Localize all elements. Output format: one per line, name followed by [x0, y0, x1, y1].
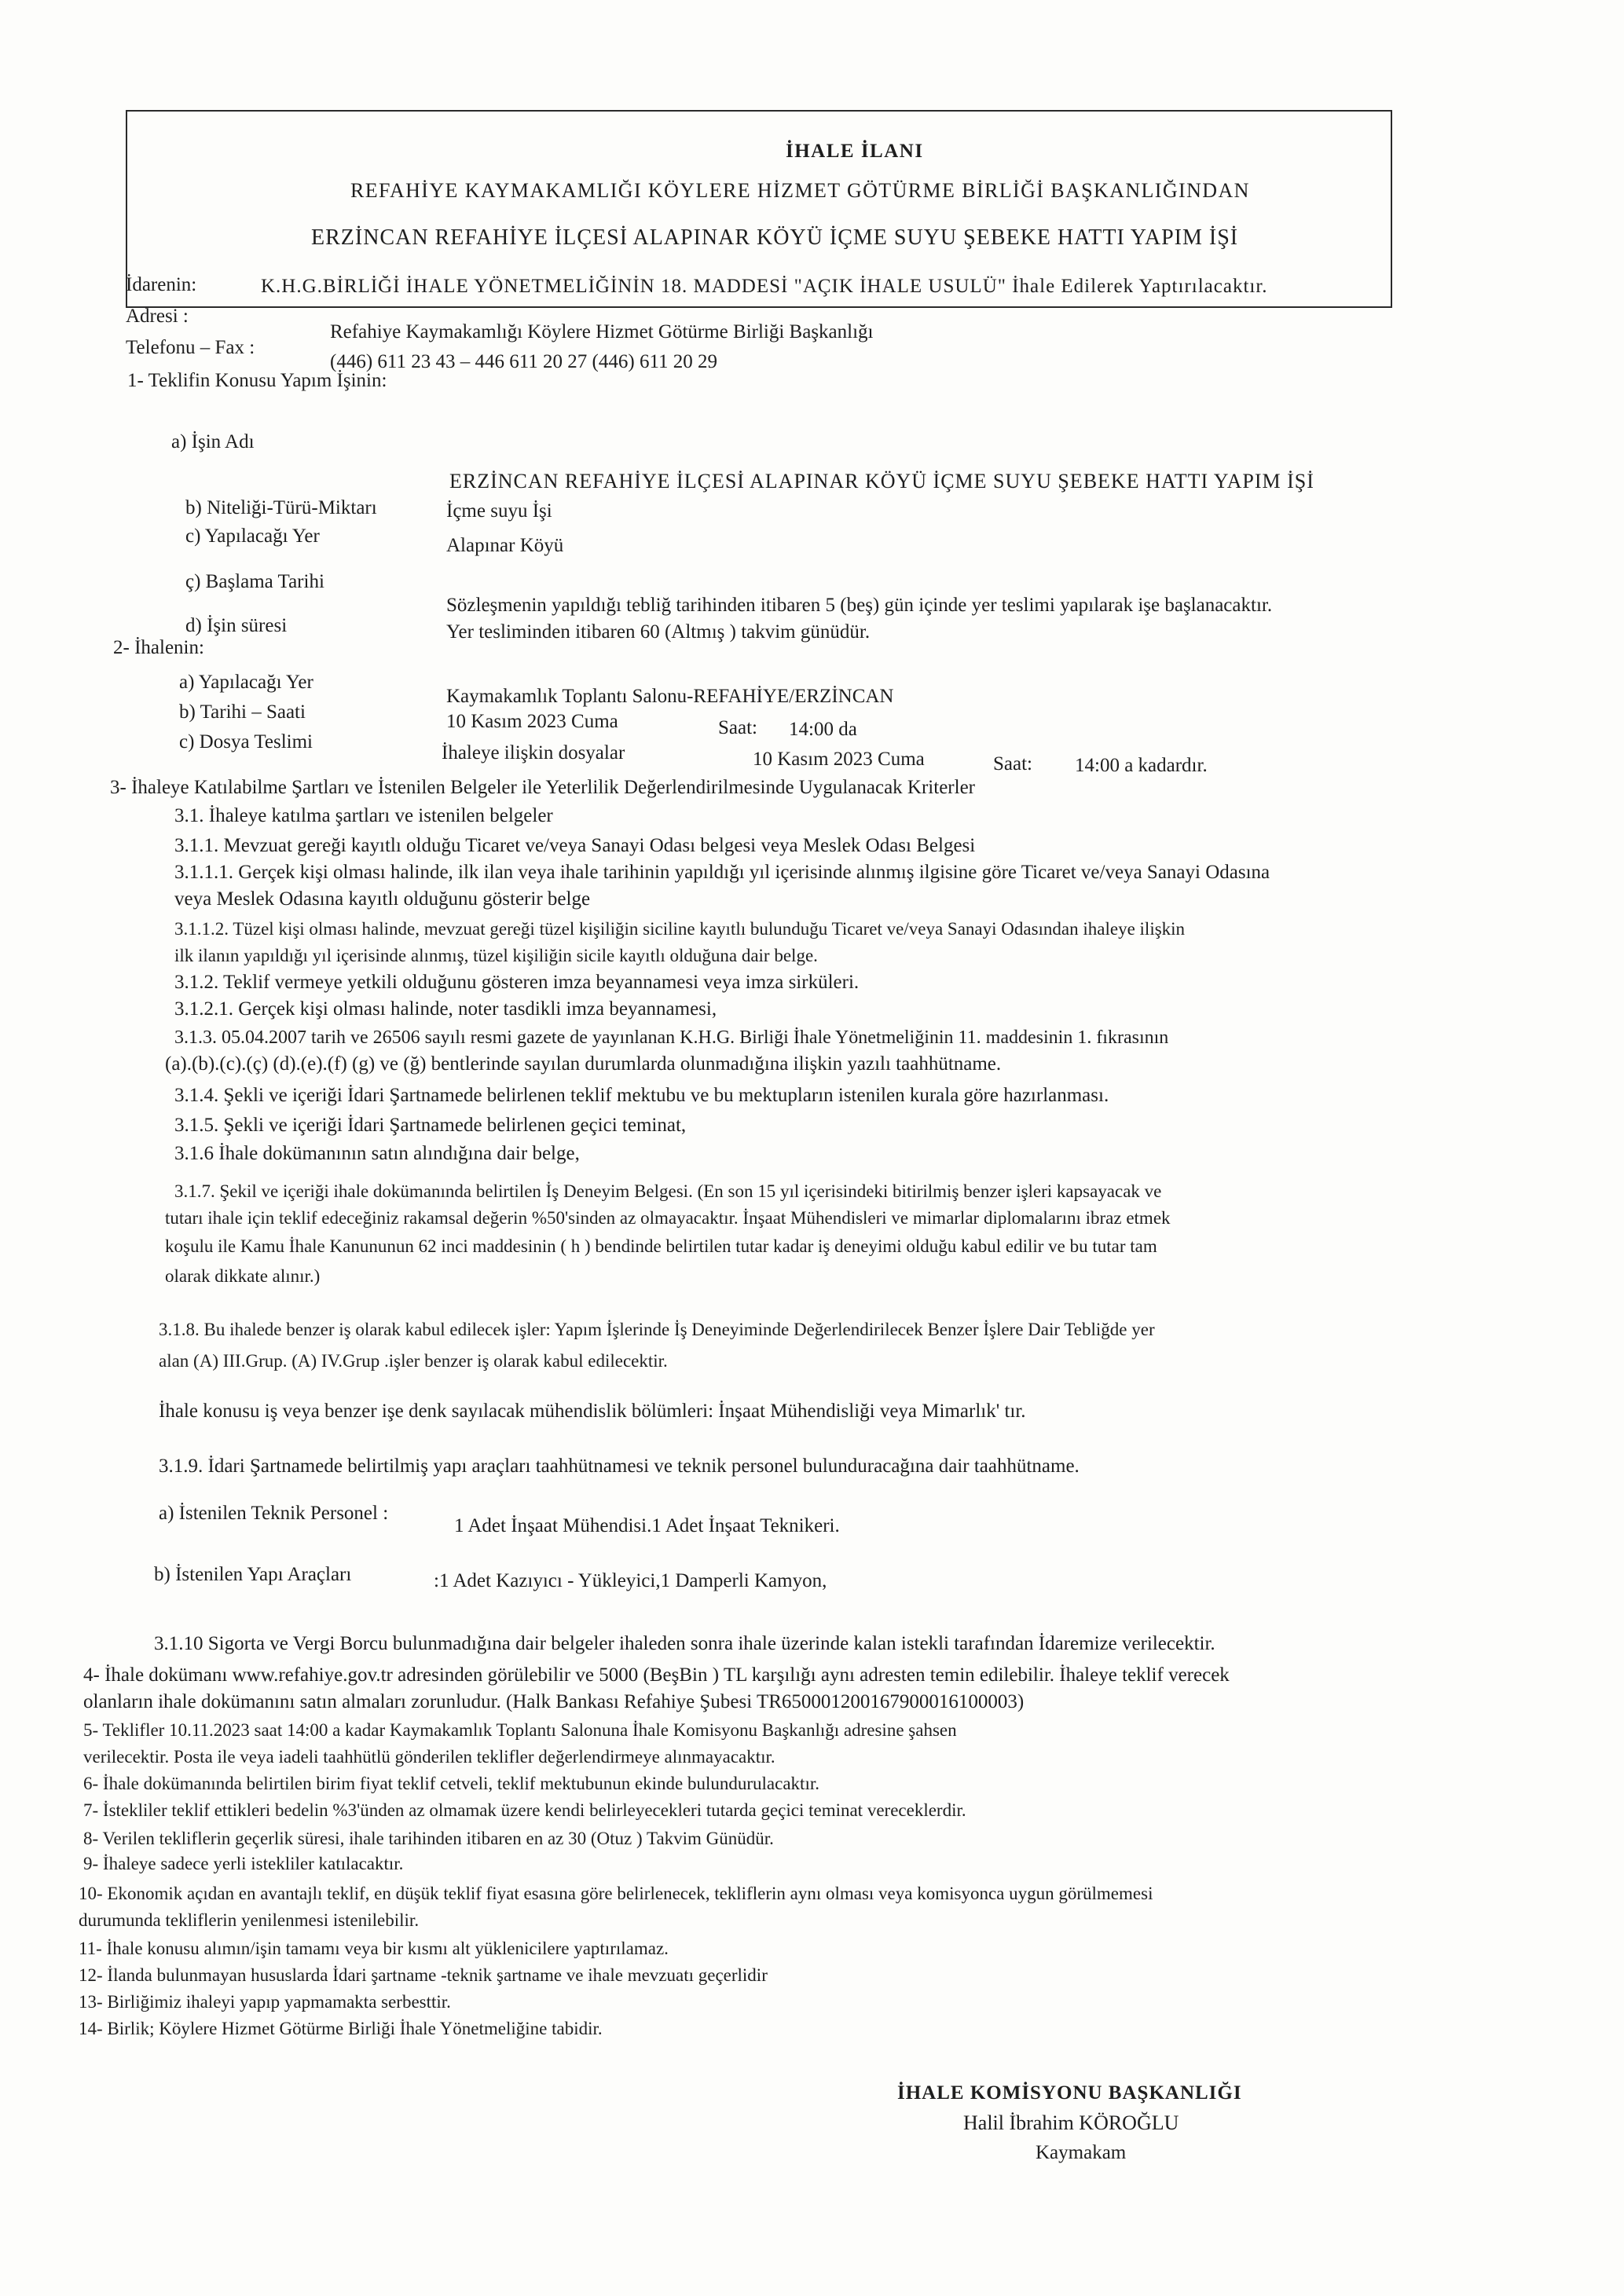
s2-b-time-label: Saat:	[718, 717, 757, 738]
s3-line-2: 3.1.1. Mevzuat gereği kayıtlı olduğu Ticaret ve/veya Sanayi Odası belgesi veya Meslek Odası Belgesi	[174, 835, 976, 856]
section-3-heading: 3- İhaleye Katılabilme Şartları ve İstenilen Belgeler ile Yeterlilik Değerlendirilmesinde Uygulanacak Kriterler	[110, 777, 975, 798]
notice-title: İHALE İLANI	[786, 141, 924, 162]
s1-d-value: Yer tesliminden itibaren 60 (Altmış ) takvim günüdür.	[446, 621, 871, 643]
header-line-3: K.H.G.BİRLİĞİ İHALE YÖNETMELİĞİNİN 18. MADDESİ "AÇIK İHALE USULÜ" İhale Edilerek Yaptırılacaktır.	[261, 276, 1268, 297]
s3-line-15: tutarı ihale için teklif edeceğiniz rakamsal değerin %50'sinden az olmayacaktır. İnşaat Mühendisleri ve mimarlar diplomalarını ibraz etmek	[165, 1208, 1171, 1228]
s3-line-7: 3.1.2. Teklif vermeye yetkili olduğunu gösteren imza beyannamesi veya imza sirküleri.	[174, 972, 860, 993]
header-line-2: ERZİNCAN REFAHİYE İLÇESİ ALAPINAR KÖYÜ İÇME SUYU ŞEBEKE HATTI YAPIM İŞİ	[311, 225, 1239, 250]
s3-line-18: 3.1.8. Bu ihalede benzer iş olarak kabul edilecek işler: Yapım İşlerinde İş Deneyiminde Değerlendirilecek Benzer İşlere Dair Tebliğde yer	[159, 1320, 1155, 1339]
s1-c-label: c) Yapılacağı Yer	[185, 525, 320, 547]
s3-line-4: veya Meslek Odasına kayıtlı olduğunu gösterir belge	[174, 888, 591, 910]
s3-line-9: 3.1.3. 05.04.2007 tarih ve 26506 sayılı resmi gazete de yayınlanan K.H.G. Birliği İhale Yönetmeliğinin 11. maddesinin 1. fıkrasının	[174, 1027, 1169, 1048]
idare-phone-label: Telefonu – Fax :	[126, 337, 255, 358]
s2-c-value: İhaleye ilişkin dosyalar	[442, 742, 625, 764]
item-8: 8- Verilen tekliflerin geçerlik süresi, ihale tarihinden itibaren en az 30 (Otuz ) Takvim Günüdür.	[83, 1829, 774, 1848]
idare-phone-value: (446) 611 23 43 – 446 611 20 27 (446) 611 20 29	[330, 351, 718, 372]
s3-line-12: 3.1.5. Şekli ve içeriği İdari Şartnamede belirlenen geçici teminat,	[174, 1115, 687, 1136]
item-9: 9- İhaleye sadece yerli istekliler katılacaktır.	[83, 1854, 404, 1873]
item-10-line-2: durumunda tekliflerin yenilenmesi istenilebilir.	[79, 1910, 420, 1930]
s3-line-11: 3.1.4. Şekli ve içeriği İdari Şartnamede belirlenen teklif mektubu ve bu mektupların istenilen kurala göre hazırlanması.	[174, 1085, 1109, 1106]
s3-equipment-label: b) İstenilen Yapı Araçları	[154, 1564, 352, 1585]
item-14: 14- Birlik; Köylere Hizmet Götürme Birliği İhale Yönetmeliğine tabidir.	[79, 2019, 603, 2038]
idare-address-value: Refahiye Kaymakamlığı Köylere Hizmet Götürme Birliği Başkanlığı	[330, 321, 874, 342]
s2-b-date: 10 Kasım 2023 Cuma	[446, 711, 618, 732]
header-line-1: REFAHİYE KAYMAKAMLIĞI KÖYLERE HİZMET GÖTÜRME BİRLİĞİ BAŞKANLIĞINDAN	[350, 179, 1250, 202]
item-4-line-2: olanların ihale dokümanını satın almaları zorunludur. (Halk Bankası Refahiye Şubesi TR650001200167900016100003)	[83, 1691, 1025, 1712]
section-1-heading: 1- Teklifin Konusu Yapım İşinin:	[127, 370, 387, 391]
item-13: 13- Birliğimiz ihaleyi yapıp yapmamakta serbesttir.	[79, 1992, 451, 2012]
s2-a-label: a) Yapılacağı Yer	[179, 672, 313, 693]
s2-b-label: b) Tarihi – Saati	[179, 701, 306, 723]
s1-a-value: ERZİNCAN REFAHİYE İLÇESİ ALAPINAR KÖYÜ İÇME SUYU ŞEBEKE HATTI YAPIM İŞİ	[449, 470, 1314, 493]
s1-cc-value: Sözleşmenin yapıldığı tebliğ tarihinden itibaren 5 (beş) gün içinde yer teslimi yapılarak işe başlanacaktır.	[446, 595, 1273, 616]
item-5-line-1: 5- Teklifler 10.11.2023 saat 14:00 a kadar Kaymakamlık Toplantı Salonuna İhale Komisyonu Başkanlığı adresine şahsen	[83, 1720, 957, 1740]
s3-line-1: 3.1. İhaleye katılma şartları ve istenilen belgeler	[174, 805, 553, 826]
item-10-line-1: 10- Ekonomik açıdan en avantajlı teklif, en düşük teklif fiyat esasına göre belirlenecek, tekliflerin aynı olması veya komisyonca uygun görülmemesi	[79, 1884, 1153, 1903]
s1-cc-label: ç) Başlama Tarihi	[185, 571, 324, 592]
item-5-line-2: verilecektir. Posta ile veya iadeli taahhütlü gönderilen teklifler değerlendirmeye alınmayacaktır.	[83, 1747, 775, 1767]
signature-name: Halil İbrahim KÖROĞLU	[963, 2111, 1179, 2134]
s3-line-3: 3.1.1.1. Gerçek kişi olması halinde, ilk ilan veya ihale tarihinin yapıldığı yıl içerisinde alınmış ilgisine göre Ticaret ve/veya Sanayi Odasına	[174, 862, 1270, 883]
s2-c-label: c) Dosya Teslimi	[179, 731, 313, 753]
s3-personnel-label: a) İstenilen Teknik Personel :	[159, 1503, 389, 1524]
signature-office: İHALE KOMİSYONU BAŞKANLIĞI	[897, 2082, 1242, 2104]
s1-b-label: b) Niteliği-Türü-Miktarı	[185, 497, 377, 518]
item-6: 6- İhale dokümanında belirtilen birim fiyat teklif cetveli, teklif mektubunun ekinde bulundurulacaktır.	[83, 1774, 819, 1793]
s2-c-time: 14:00 a kadardır.	[1075, 755, 1208, 776]
s3-line-16: koşulu ile Kamu İhale Kanununun 62 inci maddesinin ( h ) bendinde belirtilen tutar kadar iş deneyimi olduğu kabul edilir ve bu tutar tam	[165, 1236, 1157, 1256]
s2-a-value: Kaymakamlık Toplantı Salonu-REFAHİYE/ERZİNCAN	[446, 686, 894, 707]
idare-label: İdarenin:	[126, 274, 197, 295]
s3-line-6: ilk ilanın yapıldığı yıl içerisinde alınmış, tüzel kişiliğin sicile kayıtlı olduğuna dair belge.	[174, 946, 818, 965]
s2-c-date: 10 Kasım 2023 Cuma	[753, 749, 925, 770]
s3-line-10: (a).(b).(c).(ç) (d).(e).(f) (g) ve (ğ) bentlerinde sayılan durumlarda olunmadığına ilişkin yazılı taahhütname.	[165, 1053, 1002, 1075]
s3-line-24: 3.1.10 Sigorta ve Vergi Borcu bulunmadığına dair belgeler ihaleden sonra ihale üzerinde kalan istekli tarafından İdaremize verilecektir.	[154, 1633, 1215, 1654]
item-7: 7- İstekliler teklif ettikleri bedelin %3'ünden az olmamak üzere kendi belirleyecekleri tutarda geçici teminat vereceklerdir.	[83, 1800, 966, 1820]
s1-c-value: Alapınar Köyü	[446, 535, 564, 556]
item-12: 12- İlanda bulunmayan hususlarda İdari şartname -teknik şartname ve ihale mevzuatı geçerlidir	[79, 1965, 768, 1985]
s3-line-21: 3.1.9. İdari Şartnamede belirtilmiş yapı araçları taahhütnamesi ve teknik personel bulunduracağına dair taahhütname.	[159, 1456, 1080, 1477]
s1-a-label: a) İşin Adı	[171, 431, 255, 452]
s2-b-time: 14:00 da	[789, 719, 857, 740]
s1-d-label: d) İşin süresi	[185, 615, 288, 636]
s3-line-13: 3.1.6 İhale dokümanının satın alındığına dair belge,	[174, 1143, 580, 1164]
s3-line-14: 3.1.7. Şekil ve içeriği ihale dokümanında belirtilen İş Deneyim Belgesi. (En son 15 yıl içerisindeki bitirilmiş benzer işleri kapsayacak ve	[174, 1181, 1162, 1201]
section-2-heading: 2- İhalenin:	[113, 637, 204, 658]
s3-line-8: 3.1.2.1. Gerçek kişi olması halinde, noter tasdikli imza beyannamesi,	[174, 998, 717, 1020]
idare-address-label: Adresi :	[126, 306, 189, 327]
item-11: 11- İhale konusu alımın/işin tamamı veya bir kısmı alt yüklenicilere yaptırılamaz.	[79, 1939, 669, 1958]
signature-title: Kaymakam	[1036, 2142, 1127, 2163]
s3-personnel-value: 1 Adet İnşaat Mühendisi.1 Adet İnşaat Teknikeri.	[454, 1515, 840, 1536]
s3-line-20: İhale konusu iş veya benzer işe denk sayılacak mühendislik bölümleri: İnşaat Mühendisliği veya Mimarlık' tır.	[159, 1401, 1026, 1422]
s3-equipment-value: :1 Adet Kazıyıcı - Yükleyici,1 Damperli Kamyon,	[434, 1570, 827, 1591]
s3-line-5: 3.1.1.2. Tüzel kişi olması halinde, mevzuat gereği tüzel kişiliğin siciline kayıtlı bulunduğu Ticaret ve/veya Sanayi Odasından ihaleye ilişkin	[174, 919, 1186, 939]
s3-line-19: alan (A) III.Grup. (A) IV.Grup .işler benzer iş olarak kabul edilecektir.	[159, 1351, 668, 1371]
s2-c-time-label: Saat:	[993, 753, 1032, 774]
s3-line-17: olarak dikkate alınır.)	[165, 1266, 321, 1286]
s1-b-value: İçme suyu İşi	[446, 500, 552, 522]
item-4-line-1: 4- İhale dokümanı www.refahiye.gov.tr adresinden görülebilir ve 5000 (BeşBin ) TL karşılığı aynı adresten temin edilebilir. İhaleye teklif verecek	[83, 1664, 1230, 1686]
